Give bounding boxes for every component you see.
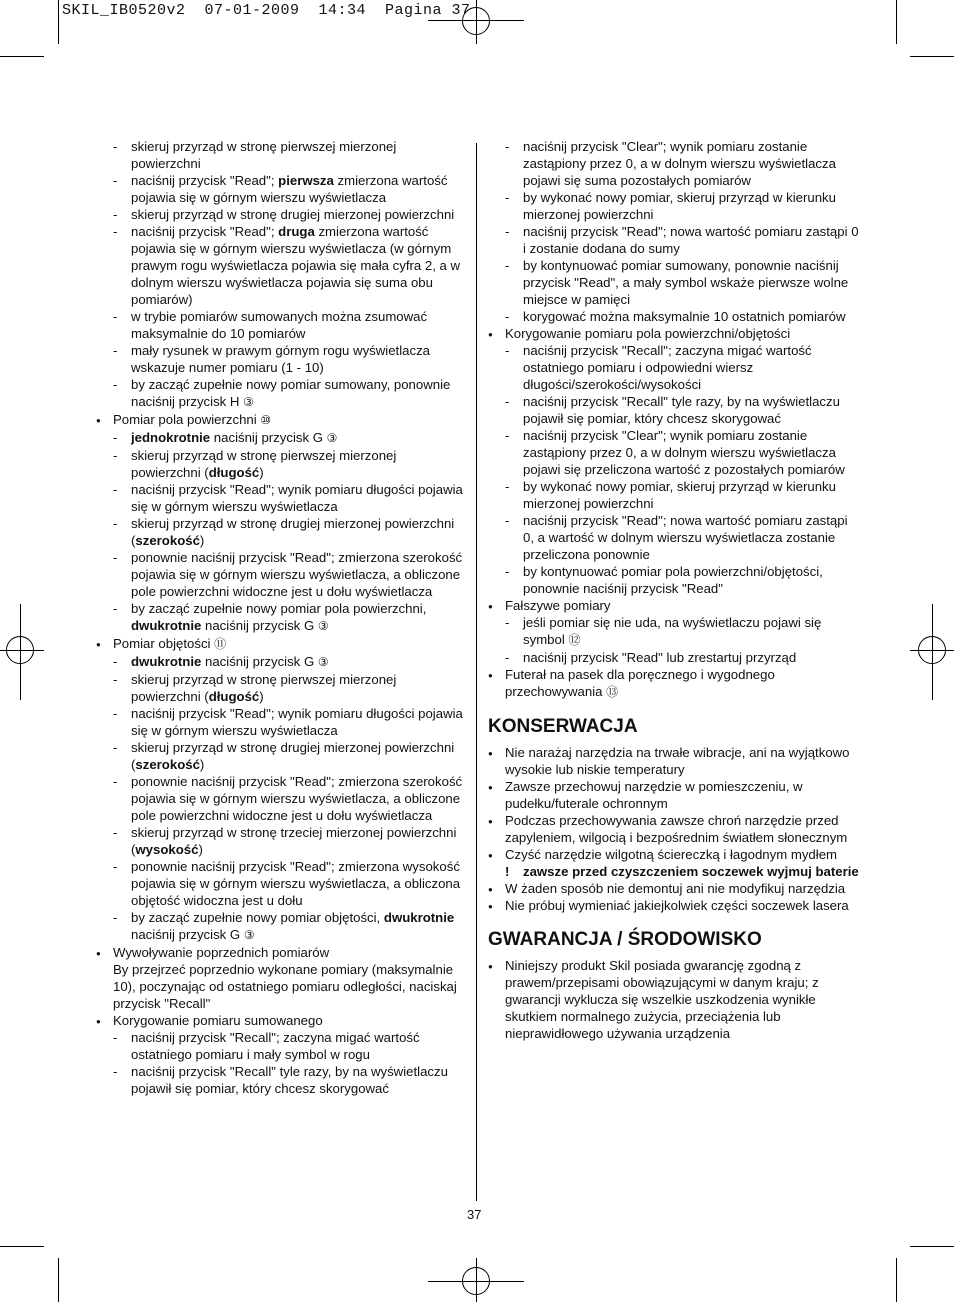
dash-item bbox=[488, 189, 860, 223]
crop-mark bbox=[896, 1258, 897, 1302]
dash-item bbox=[96, 549, 468, 600]
text-run: ) bbox=[199, 757, 205, 772]
text-run: naciśnij przycisk "Read"; nowa wartość pomiaru zastąpi 0, a wartość w dolnym wierszu wyświetlacza zostanie przeliczona ponownie bbox=[523, 513, 848, 562]
dash-item bbox=[96, 739, 468, 773]
text-run: skieruj przyrząd w stronę drugiej mierzonej powierzchni bbox=[131, 207, 455, 222]
crop-mark bbox=[910, 1246, 954, 1247]
text-run: naciśnij przycisk G bbox=[131, 927, 244, 942]
text-run: druga bbox=[278, 224, 315, 239]
circled-number: ⑬ bbox=[606, 685, 619, 699]
bullet-item bbox=[488, 325, 860, 342]
dash-item bbox=[488, 393, 860, 427]
text-run: zawsze przed czyszczeniem soczewek wyjmuj baterie bbox=[523, 864, 859, 879]
bullet-item bbox=[488, 812, 860, 846]
text-run: skieruj przyrząd w stronę pierwszej mierzonej powierzchni ( bbox=[131, 448, 397, 480]
bullet-item bbox=[488, 597, 860, 614]
dash-item bbox=[96, 138, 468, 172]
text-run: naciśnij przycisk G bbox=[210, 430, 327, 445]
section-heading bbox=[488, 716, 860, 738]
dash-item bbox=[96, 376, 468, 411]
dash-item bbox=[96, 824, 468, 858]
section-heading bbox=[488, 929, 860, 951]
bullet-item bbox=[488, 744, 860, 778]
crop-mark bbox=[0, 1246, 44, 1247]
text-run: naciśnij przycisk "Recall" tyle razy, by na wyświetlaczu pojawił się pomiar, który chcesz skorygować bbox=[523, 394, 840, 426]
page-number: 37 bbox=[467, 1207, 482, 1222]
dash-item bbox=[96, 653, 468, 671]
circled-number: ⑩ bbox=[260, 413, 272, 427]
text-run: pierwsza bbox=[278, 173, 334, 188]
text-run: naciśnij przycisk "Read"; nowa wartość pomiaru zastąpi 0 i zostanie dodana do sumy bbox=[523, 224, 859, 256]
text-run: ponownie naciśnij przycisk "Read"; zmierzona szerokość pojawia się w górnym wierszu wyświetlacza, a obliczone pole powierzchni widoczne jest u dołu wyświetlacza bbox=[131, 774, 463, 823]
registration-circle bbox=[918, 636, 946, 664]
text-run: naciśnij przycisk "Read" lub zrestartuj przyrząd bbox=[523, 650, 797, 665]
text-run: ) bbox=[198, 842, 203, 857]
crop-mark bbox=[910, 56, 954, 57]
text-run: skieruj przyrząd w stronę drugiej mierzonej powierzchni ( bbox=[131, 516, 455, 548]
text-run: długość bbox=[208, 465, 260, 480]
text-run: naciśnij przycisk "Clear"; wynik pomiaru zostanie zastąpiony przez 0, a w dolnym wierszu wyświetlacza pojawi się suma pozostałych pomiarów bbox=[523, 139, 836, 188]
text-run: ) bbox=[259, 465, 264, 480]
dash-item bbox=[488, 257, 860, 308]
text-run: Futerał na pasek dla poręcznego i wygodnego przechowywania bbox=[505, 667, 775, 699]
text-run: Czyść narzędzie wilgotną ściereczką i łagodnym mydłem bbox=[505, 847, 838, 862]
bullet-item bbox=[488, 880, 860, 897]
text-run: skieruj przyrząd w stronę trzeciej mierzonej powierzchni ( bbox=[131, 825, 457, 857]
text-run: Nie narażaj narzędzia na trwałe wibracje, ani na wyjątkowo wysokie lub niskie temperatury bbox=[505, 745, 850, 777]
dash-item bbox=[96, 858, 468, 909]
text-run: Wywoływanie poprzednich pomiarów bbox=[113, 945, 330, 960]
bullet-item bbox=[488, 957, 860, 1042]
text-run: by zacząć zupełnie nowy pomiar sumowany, ponownie naciśnij przycisk H bbox=[131, 377, 451, 409]
text-run: naciśnij przycisk G bbox=[201, 654, 318, 669]
text-run: naciśnij przycisk "Recall"; zaczyna migać wartość ostatniego pomiaru i odpowiedni wiersz długości/szerokości/wysokości bbox=[523, 343, 812, 392]
text-run: szerokość bbox=[135, 533, 200, 548]
left-column bbox=[96, 138, 468, 1097]
crop-mark bbox=[58, 0, 59, 44]
dash-item bbox=[96, 308, 468, 342]
bullet-item bbox=[96, 411, 468, 429]
print-header: SKIL_IB0520v2 07-01-2009 14:34 Pagina 37 bbox=[62, 2, 471, 19]
dash-item bbox=[488, 223, 860, 257]
text-run: naciśnij przycisk "Recall"; zaczyna migać wartość ostatniego pomiaru i mały symbol w rogu bbox=[131, 1030, 420, 1062]
right-column bbox=[488, 138, 860, 1042]
dash-item bbox=[96, 1063, 468, 1097]
dash-item bbox=[96, 671, 468, 705]
dash-item bbox=[488, 427, 860, 478]
text-run: GWARANCJA / ŚRODOWISKO bbox=[488, 929, 762, 950]
dash-item bbox=[96, 909, 468, 944]
text-run: naciśnij przycisk "Read"; wynik pomiaru długości pojawia się w górnym wierszu wyświetlacza bbox=[131, 706, 463, 738]
text-run: by kontynuować pomiar pola powierzchni/objętości, ponownie naciśnij przycisk "Read" bbox=[523, 564, 823, 596]
text-run: dwukrotnie bbox=[383, 910, 455, 925]
circled-number: ③ bbox=[326, 431, 338, 445]
dash-item bbox=[488, 563, 860, 597]
text-run: długość bbox=[208, 689, 260, 704]
text-run: ) bbox=[199, 533, 205, 548]
bullet-item bbox=[488, 778, 860, 812]
text-run: ponownie naciśnij przycisk "Read"; zmierzona szerokość pojawia się w górnym wierszu wyświetlacza, a obliczone pole powierzchni widoczne jest u dołu wyświetlacza bbox=[131, 550, 463, 599]
crop-mark bbox=[0, 56, 44, 57]
dash-item bbox=[96, 447, 468, 481]
text-run: zmierzona wartość pojawia się w górnym wierszu wyświetlacza (w górnym prawym rogu wyświetlacza pojawia się mała cyfra 2, a w dolnym wierszu wyświetlacza pojawia się suma obu pomiarów) bbox=[131, 224, 461, 307]
text-run: KONSERWACJA bbox=[488, 716, 638, 737]
dash-item bbox=[96, 172, 468, 206]
text-run: by zacząć zupełnie nowy pomiar objętości, bbox=[131, 910, 384, 925]
dash-item bbox=[488, 342, 860, 393]
text-run: Fałszywe pomiary bbox=[505, 598, 611, 613]
text-run: skieruj przyrząd w stronę pierwszej mierzonej powierzchni bbox=[131, 139, 397, 171]
text-run: ) bbox=[259, 689, 264, 704]
text-run: mały rysunek w prawym górnym rogu wyświetlacza wskazuje numer pomiaru (1 - 10) bbox=[131, 343, 431, 375]
text-run: dwukrotnie bbox=[131, 654, 202, 669]
text-run: naciśnij przycisk "Read"; bbox=[131, 224, 279, 239]
dash-item bbox=[488, 512, 860, 563]
dash-item bbox=[96, 773, 468, 824]
text-run: wysokość bbox=[135, 842, 199, 857]
text-run: skieruj przyrząd w stronę drugiej mierzonej powierzchni ( bbox=[131, 740, 455, 772]
text-run: naciśnij przycisk "Read"; wynik pomiaru długości pojawia się w górnym wierszu wyświetlacza bbox=[131, 482, 463, 514]
text-run: by kontynuować pomiar sumowany, ponownie naciśnij przycisk "Read", a mały symbol wskaże pierwsze wolne miejsce w pamięci bbox=[523, 258, 849, 307]
circled-number: ⑪ bbox=[214, 637, 227, 651]
registration-circle bbox=[462, 1267, 490, 1295]
circled-number: ③ bbox=[243, 395, 254, 409]
text-run: korygować można maksymalnie 10 ostatnich pomiarów bbox=[523, 309, 846, 324]
text-run: Niniejszy produkt Skil posiada gwarancję zgodną z prawem/przepisami obowiązującymi w danym kraju; z gwarancji wyklucza się wszelkie uszkodzenia wynikłe skutkiem normalnego zużycia, przeciążenia lub nieprawidłowego używania urządzenia bbox=[505, 958, 819, 1041]
text-run: Nie próbuj wymieniać jakiejkolwiek części soczewek lasera bbox=[505, 898, 849, 913]
bullet-item bbox=[96, 635, 468, 653]
text-run: Podczas przechowywania zawsze chroń narzędzie przed zapyleniem, wilgocią i bezpośrednim światłem słonecznym bbox=[505, 813, 848, 845]
circled-number: ⑫ bbox=[568, 633, 581, 647]
dash-item bbox=[96, 600, 468, 635]
text-run: by wykonać nowy pomiar, skieruj przyrząd w kierunku mierzonej powierzchni bbox=[523, 479, 836, 511]
warning-item bbox=[488, 863, 860, 880]
text-run: By przejrzeć poprzednio wykonane pomiary (maksymalnie 10), poczynając od ostatniego pomiaru odległości, naciskaj przycisk "Recall" bbox=[113, 962, 457, 1011]
circled-number: ③ bbox=[317, 619, 329, 633]
circled-number: ③ bbox=[243, 928, 255, 942]
bullet-item bbox=[488, 846, 860, 863]
text-run: naciśnij przycisk G bbox=[201, 618, 318, 633]
text-run: Korygowanie pomiaru sumowanego bbox=[113, 1013, 323, 1028]
text-run: naciśnij przycisk "Clear"; wynik pomiaru zostanie zastąpiony przez 0, a w dolnym wierszu wyświetlacza pojawi się przeliczona wartość z pozostałych pomiarów bbox=[523, 428, 845, 477]
bullet-item bbox=[488, 897, 860, 914]
text-run: W żaden sposób nie demontuj ani nie modyfikuj narzędzia bbox=[505, 881, 846, 896]
text-run: skieruj przyrząd w stronę pierwszej mierzonej powierzchni ( bbox=[131, 672, 397, 704]
dash-item bbox=[488, 138, 860, 189]
dash-item bbox=[96, 1029, 468, 1063]
text-run: ponownie naciśnij przycisk "Read"; zmierzona wysokość pojawia się w górnym wierszu wyświetlacza, a obliczona objętość widoczna jest u dołu bbox=[131, 859, 461, 908]
dash-item bbox=[488, 308, 860, 325]
registration-circle bbox=[462, 7, 490, 35]
dash-item bbox=[96, 342, 468, 376]
text-run: Pomiar objętości bbox=[113, 636, 215, 651]
dash-item bbox=[488, 478, 860, 512]
text-run: dwukrotnie bbox=[131, 618, 202, 633]
text-run: naciśnij przycisk "Read"; bbox=[131, 173, 279, 188]
text-run: zmierzona wartość pojawia się w górnym wierszu wyświetlacza bbox=[131, 173, 448, 205]
text-run: naciśnij przycisk "Recall" tyle razy, by na wyświetlaczu pojawił się pomiar, który chcesz skorygować bbox=[131, 1064, 448, 1096]
dash-item bbox=[96, 515, 468, 549]
dash-item bbox=[96, 705, 468, 739]
dash-item bbox=[96, 481, 468, 515]
registration-circle bbox=[6, 636, 34, 664]
paragraph bbox=[96, 961, 468, 1012]
dash-item bbox=[488, 649, 860, 666]
dash-item bbox=[96, 223, 468, 308]
circled-number: ③ bbox=[317, 655, 329, 669]
text-run: Korygowanie pomiaru pola powierzchni/objętości bbox=[505, 326, 791, 341]
bullet-item bbox=[96, 944, 468, 961]
text-run: w trybie pomiarów sumowanych można zsumować maksymalnie do 10 pomiarów bbox=[131, 309, 428, 341]
crop-mark bbox=[58, 1258, 59, 1302]
text-run: szerokość bbox=[135, 757, 200, 772]
text-run: by wykonać nowy pomiar, skieruj przyrząd w kierunku mierzonej powierzchni bbox=[523, 190, 836, 222]
dash-item bbox=[96, 429, 468, 447]
text-run: by zacząć zupełnie nowy pomiar pola powierzchni, bbox=[131, 601, 427, 616]
dash-item bbox=[488, 614, 860, 649]
text-run: Pomiar pola powierzchni bbox=[113, 412, 261, 427]
text-run: jeśli pomiar się nie uda, na wyświetlaczu pojawi się symbol bbox=[523, 615, 822, 647]
bullet-item bbox=[96, 1012, 468, 1029]
column-divider bbox=[476, 143, 477, 1201]
bullet-item bbox=[488, 666, 860, 701]
text-run: Zawsze przechowuj narzędzie w pomieszczeniu, w pudełku/futerale ochronnym bbox=[505, 779, 803, 811]
text-run: jednokrotnie bbox=[131, 430, 211, 445]
dash-item bbox=[96, 206, 468, 223]
crop-mark bbox=[896, 0, 897, 44]
